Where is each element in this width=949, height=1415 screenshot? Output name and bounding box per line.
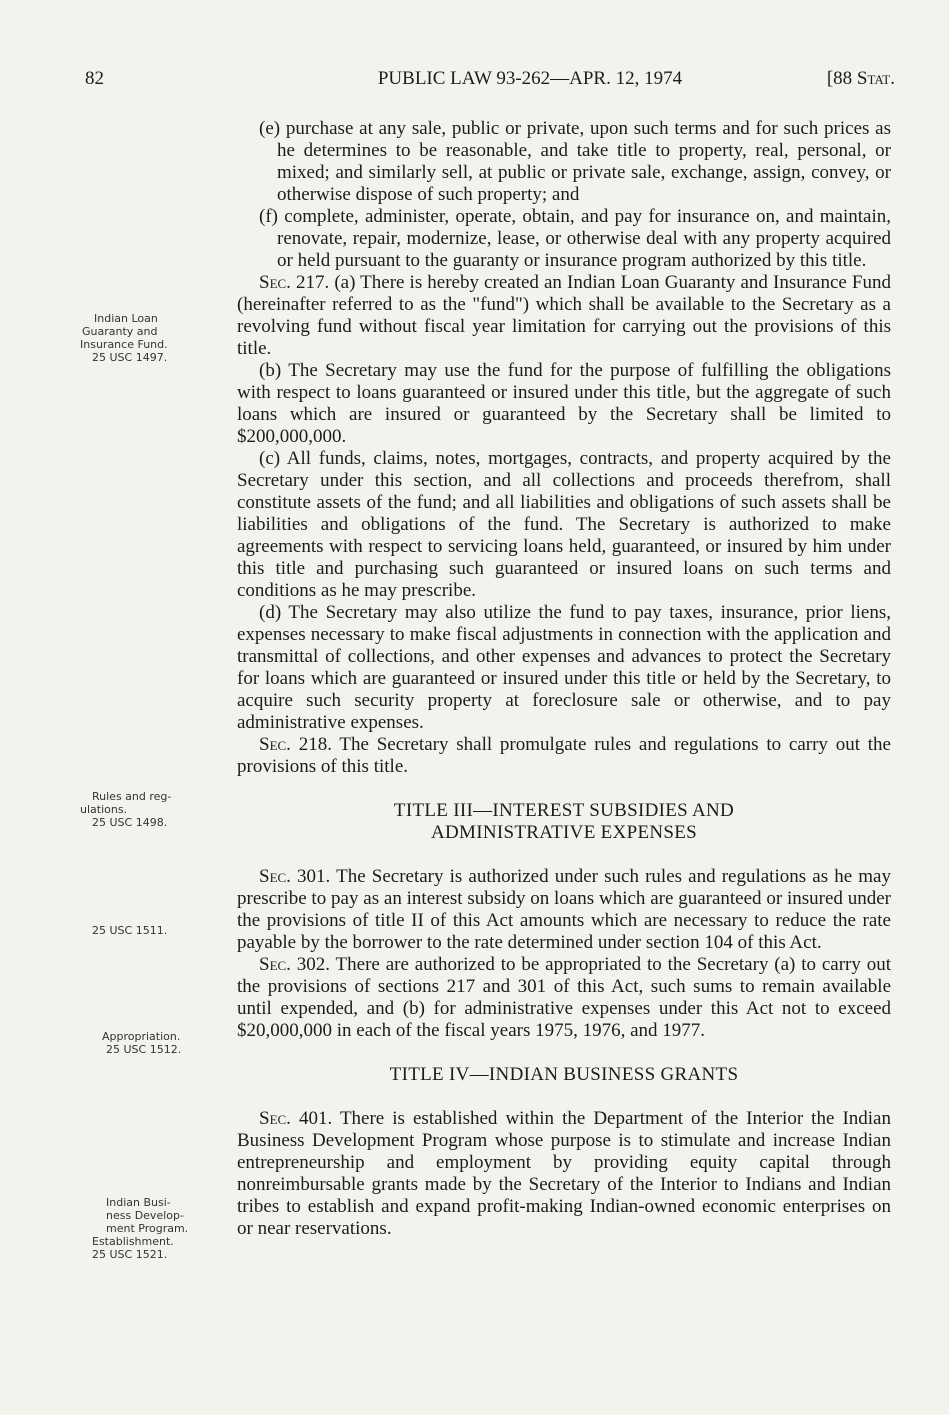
margin-note-1511 — [80, 924, 210, 937]
section-text: (a) There is hereby created an Indian Loan Guaranty and Insurance Fund (hereinafter referred to as the "fund") which shall be available to the Secretary as a revolving fund without fiscal year limitation for carrying out the provisions of this title. — [237, 272, 891, 359]
section-217a — [237, 272, 891, 360]
statute-word: Stat. — [856, 68, 895, 89]
section-301 — [237, 866, 891, 954]
margin-note-line: ulations. — [80, 803, 128, 816]
document-body — [237, 118, 891, 1240]
paragraph-f: (f) complete, administer, operate, obtain, and pay for insurance on, and maintain, renovate, repair, modernize, lease, or otherwise deal with any property acquired or held pursuant to the guaranty or insurance program authorized by this title. — [259, 206, 891, 271]
section-text: The Secretary shall promulgate rules and regulations to carry out the provisions of this title. — [237, 734, 891, 777]
section-label: Sec. 217. — [259, 272, 330, 293]
statute-reference — [827, 68, 895, 90]
page-header — [0, 68, 949, 96]
section-label: Sec. 218. — [259, 734, 332, 755]
section-302 — [237, 954, 891, 1042]
margin-note-line: 25 USC 1512. — [106, 1043, 182, 1056]
section-217d: (d) The Secretary may also utilize the fund to pay taxes, insurance, prior liens, expenses necessary to make fiscal adjustments in connection with the application and transmittal of collections, and other expenses and advances to protect the Secretary for loans which are guaranteed or insured under this title or held by the Secretary, to acquire such security property at foreclosure sale or otherwise, and to pay administrative expenses. — [237, 602, 891, 733]
margin-note-line: Appropriation. — [102, 1030, 181, 1043]
title-iii-heading-line2: ADMINISTRATIVE EXPENSES — [430, 822, 698, 843]
margin-note-line: 25 USC 1497. — [92, 351, 168, 364]
title-iii-heading-line1: TITLE III—INTEREST SUBSIDIES AND — [393, 800, 735, 821]
section-217c: (c) All funds, claims, notes, mortgages, contracts, and property acquired by the Secretary under this section, and all collections and proceeds therefrom, shall constitute assets of the fund; and all liabilities and obligations of such assets shall be liabilities and obligations of the fund. The Secretary is authorized to make agreements with respect to servicing loans held, guaranteed, or insured by him under this title and purchasing such guaranteed or insured loans on such terms and conditions as he may prescribe. — [237, 448, 891, 601]
statute-bracket: [88 — [826, 68, 857, 89]
title-iv-heading: TITLE IV—INDIAN BUSINESS GRANTS — [389, 1064, 739, 1085]
section-label: Sec. 302. — [259, 954, 331, 975]
margin-note-line: 25 USC 1511. — [92, 924, 168, 937]
section-text: The Secretary is authorized under such rules and regulations as he may prescribe to pay as an interest subsidy on loans which are guaranteed or insured under the provisions of title II of this Act amounts which are necessary to reduce the rate payable by the borrower to the rate determined under section 104 of this Act. — [237, 866, 891, 953]
margin-note-line: 25 USC 1521. — [92, 1248, 168, 1261]
section-text: There is established within the Department of the Interior the Indian Business Development Program whose purpose is to stimulate and increase Indian entrepreneurship and employment by providing equity capital through nonreimbursable grants made by the Secretary of the Interior to Indians and Indian tribes to establish and expand profit-making Indian-owned economic enterprises on or near reservations. — [237, 1108, 891, 1239]
section-text: There are authorized to be appropriated to the Secretary (a) to carry out the provisions of sections 217 and 301 of this Act, such sums to remain available until expended, and (b) for administrative expenses under this Act not to exceed $20,000,000 in each of the fiscal years 1975, 1976, and 1977. — [237, 954, 891, 1041]
margin-note-business-program — [80, 1196, 210, 1261]
section-label: Sec. 301. — [259, 866, 331, 887]
margin-note-line: Rules and reg- — [92, 790, 172, 803]
section-217b: (b) The Secretary may use the fund for the purpose of fulfilling the obligations with respect to loans guaranteed or insured under this title, but the aggregate of such loans which are insured or guaranteed by the Secretary shall be limited to $200,000,000. — [237, 360, 891, 447]
margin-note-line: Indian Busi- — [106, 1196, 171, 1209]
section-401 — [237, 1108, 891, 1240]
margin-note-line: ment Program. — [106, 1222, 189, 1235]
running-head: PUBLIC LAW 93-262—APR. 12, 1974 — [377, 68, 683, 89]
margin-note-appropriation — [80, 1030, 210, 1056]
margin-note-line: Establishment. — [92, 1235, 174, 1248]
page-number: 82 — [85, 68, 104, 89]
margin-note-line: Indian Loan — [94, 312, 158, 325]
margin-note-line: Insurance Fund. — [80, 338, 168, 351]
margin-note-line: 25 USC 1498. — [92, 816, 168, 829]
section-218 — [237, 734, 891, 778]
margin-note-rules — [80, 790, 210, 829]
margin-note-line: Guaranty and — [82, 325, 158, 338]
margin-note-indian-loan-fund — [80, 312, 210, 364]
section-label: Sec. 401. — [259, 1108, 333, 1129]
paragraph-e: (e) purchase at any sale, public or private, upon such terms and for such prices as he determines to be reasonable, and take title to property, real, personal, or mixed; and similarly sell, at public or private sale, exchange, assign, convey, or otherwise dispose of such property; and — [259, 118, 891, 205]
margin-note-line: ness Develop- — [106, 1209, 184, 1222]
